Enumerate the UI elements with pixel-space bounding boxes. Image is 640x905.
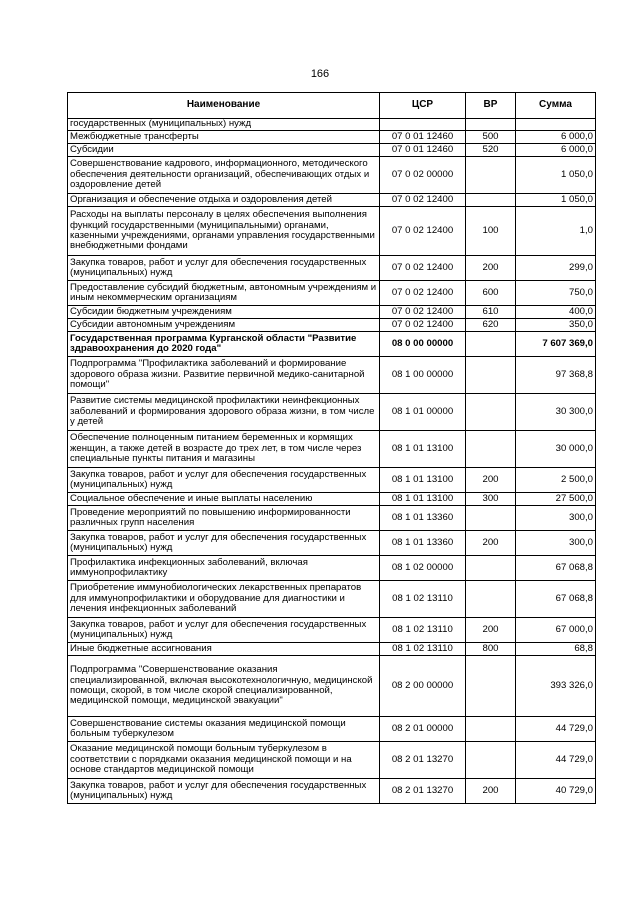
cell-sum: 44 729,0 — [516, 717, 596, 742]
table-row — [68, 556, 596, 581]
cell-sum: 44 729,0 — [516, 742, 596, 779]
cell-sum: 67 068,8 — [516, 581, 596, 618]
cell-vr: 200 — [466, 468, 516, 493]
cell-csr: 08 1 01 13360 — [380, 531, 466, 556]
cell-vr — [466, 157, 516, 194]
cell-csr: 08 0 00 00000 — [380, 332, 466, 357]
cell-vr — [466, 717, 516, 742]
cell-sum: 300,0 — [516, 506, 596, 531]
header-sum: Сумма — [516, 93, 596, 119]
table-row — [68, 717, 596, 742]
cell-vr — [466, 581, 516, 618]
table-row — [68, 332, 596, 357]
cell-vr: 500 — [466, 131, 516, 144]
header-name: Наименование — [68, 93, 380, 119]
table-row — [68, 531, 596, 556]
cell-name: Субсидии автономным учреждениям — [68, 319, 380, 332]
cell-name: Совершенствование системы оказания медицинской помощи больным туберкулезом — [68, 717, 380, 742]
cell-vr: 620 — [466, 319, 516, 332]
cell-sum: 30 000,0 — [516, 431, 596, 468]
cell-sum: 40 729,0 — [516, 779, 596, 804]
table-row — [68, 468, 596, 493]
cell-vr — [466, 194, 516, 207]
cell-name: Подпрограмма "Совершенствование оказания специализированной, включая высокотехнологичную, медицинской помощи, скорой, в том числе скорой специализированной, медицинской помощи, медицинской эвакуации" — [68, 656, 380, 717]
cell-sum: 30 300,0 — [516, 394, 596, 431]
cell-name: Предоставление субсидий бюджетным, автономным учреждениям и иным некоммерческим организациям — [68, 281, 380, 306]
table-header-row — [68, 93, 596, 119]
cell-name: Оказание медицинской помощи больным туберкулезом в соответствии с порядками оказания медицинской помощи и на основе стандартов медицинской помощи — [68, 742, 380, 779]
table-row — [68, 194, 596, 207]
table-row — [68, 656, 596, 717]
cell-csr: 08 1 01 13360 — [380, 506, 466, 531]
cell-csr: 07 0 02 12400 — [380, 281, 466, 306]
cell-csr: 08 1 01 00000 — [380, 394, 466, 431]
cell-name: Закупка товаров, работ и услуг для обеспечения государственных (муниципальных) нужд — [68, 256, 380, 281]
cell-sum: 2 500,0 — [516, 468, 596, 493]
cell-csr: 08 1 02 13110 — [380, 643, 466, 656]
cell-vr: 600 — [466, 281, 516, 306]
header-vr: ВР — [466, 93, 516, 119]
cell-vr — [466, 357, 516, 394]
cell-sum: 350,0 — [516, 319, 596, 332]
cell-name: Приобретение иммунобиологических лекарственных препаратов для иммунопрофилактики и оборудование для диагностики и лечения инфекционных заболеваний — [68, 581, 380, 618]
cell-csr: 08 1 02 13110 — [380, 581, 466, 618]
cell-csr: 07 0 02 12400 — [380, 306, 466, 319]
cell-name: Закупка товаров, работ и услуг для обеспечения государственных (муниципальных) нужд — [68, 779, 380, 804]
cell-name: Межбюджетные трансферты — [68, 131, 380, 144]
table-row — [68, 207, 596, 256]
cell-csr: 07 0 02 12400 — [380, 194, 466, 207]
cell-vr — [466, 656, 516, 717]
cell-sum: 299,0 — [516, 256, 596, 281]
table-body — [68, 119, 596, 804]
cell-csr: 08 2 01 13270 — [380, 742, 466, 779]
cell-vr: 100 — [466, 207, 516, 256]
cell-sum: 1 050,0 — [516, 194, 596, 207]
cell-vr — [466, 119, 516, 131]
cell-csr — [380, 119, 466, 131]
cell-sum: 6 000,0 — [516, 144, 596, 157]
cell-sum — [516, 119, 596, 131]
cell-name: Закупка товаров, работ и услуг для обеспечения государственных (муниципальных) нужд — [68, 468, 380, 493]
cell-csr: 07 0 02 12400 — [380, 256, 466, 281]
cell-vr: 200 — [466, 618, 516, 643]
page-number: 166 — [310, 68, 330, 80]
cell-csr: 08 1 02 00000 — [380, 556, 466, 581]
cell-name: Обеспечение полноценным питанием беременных и кормящих женщин, а также детей в возрасте до трех лет, в том числе через специальные пункты питания и магазины — [68, 431, 380, 468]
cell-vr: 200 — [466, 256, 516, 281]
cell-name: Социальное обеспечение и иные выплаты населению — [68, 493, 380, 506]
cell-csr: 07 0 02 12400 — [380, 319, 466, 332]
table-row — [68, 431, 596, 468]
cell-sum: 7 607 369,0 — [516, 332, 596, 357]
cell-sum: 1 050,0 — [516, 157, 596, 194]
table-row — [68, 643, 596, 656]
table-row — [68, 742, 596, 779]
cell-vr: 610 — [466, 306, 516, 319]
cell-vr — [466, 556, 516, 581]
table-row — [68, 256, 596, 281]
cell-sum: 67 000,0 — [516, 618, 596, 643]
cell-vr: 200 — [466, 779, 516, 804]
table-row — [68, 506, 596, 531]
cell-sum: 67 068,8 — [516, 556, 596, 581]
cell-csr: 08 2 01 13270 — [380, 779, 466, 804]
cell-name: Развитие системы медицинской профилактики неинфекционных заболеваний и формирования здорового образа жизни, в том числе у детей — [68, 394, 380, 431]
cell-name: Проведение мероприятий по повышению информированности различных групп населения — [68, 506, 380, 531]
cell-vr: 800 — [466, 643, 516, 656]
table-row — [68, 581, 596, 618]
cell-name: Закупка товаров, работ и услуг для обеспечения государственных (муниципальных) нужд — [68, 618, 380, 643]
cell-vr: 200 — [466, 531, 516, 556]
cell-sum: 6 000,0 — [516, 131, 596, 144]
cell-csr: 07 0 02 00000 — [380, 157, 466, 194]
cell-name: Иные бюджетные ассигнования — [68, 643, 380, 656]
cell-sum: 97 368,8 — [516, 357, 596, 394]
cell-name: Организация и обеспечение отдыха и оздоровления детей — [68, 194, 380, 207]
cell-name: Субсидии бюджетным учреждениям — [68, 306, 380, 319]
cell-vr: 520 — [466, 144, 516, 157]
table-row — [68, 144, 596, 157]
cell-name: государственных (муниципальных) нужд — [68, 119, 380, 131]
cell-csr: 08 1 01 13100 — [380, 431, 466, 468]
table-row — [68, 618, 596, 643]
cell-name: Расходы на выплаты персоналу в целях обеспечения выполнения функций государственными (муниципальными) органами, казенными учреждениями, органами управления государственными внебюджетными фондами — [68, 207, 380, 256]
cell-sum: 1,0 — [516, 207, 596, 256]
table-row — [68, 394, 596, 431]
cell-sum: 750,0 — [516, 281, 596, 306]
cell-csr: 08 1 01 13100 — [380, 493, 466, 506]
budget-table — [67, 92, 596, 804]
cell-sum: 300,0 — [516, 531, 596, 556]
cell-vr — [466, 506, 516, 531]
table-row — [68, 357, 596, 394]
cell-vr — [466, 431, 516, 468]
cell-name: Государственная программа Курганской области "Развитие здравоохранения до 2020 года" — [68, 332, 380, 357]
cell-csr: 07 0 01 12460 — [380, 144, 466, 157]
header-csr: ЦСР — [380, 93, 466, 119]
table-row — [68, 131, 596, 144]
cell-csr: 08 2 01 00000 — [380, 717, 466, 742]
table-row — [68, 281, 596, 306]
cell-name: Субсидии — [68, 144, 380, 157]
table-row — [68, 779, 596, 804]
table-row — [68, 157, 596, 194]
cell-csr: 07 0 02 12400 — [380, 207, 466, 256]
cell-vr — [466, 332, 516, 357]
cell-csr: 08 1 02 13110 — [380, 618, 466, 643]
table-row — [68, 306, 596, 319]
cell-vr — [466, 394, 516, 431]
table-row — [68, 319, 596, 332]
cell-sum: 68,8 — [516, 643, 596, 656]
cell-vr — [466, 742, 516, 779]
cell-sum: 27 500,0 — [516, 493, 596, 506]
cell-vr: 300 — [466, 493, 516, 506]
table-row — [68, 119, 596, 131]
table-row — [68, 493, 596, 506]
cell-sum: 400,0 — [516, 306, 596, 319]
cell-csr: 08 2 00 00000 — [380, 656, 466, 717]
cell-csr: 08 1 01 13100 — [380, 468, 466, 493]
cell-name: Подпрограмма "Профилактика заболеваний и формирование здорового образа жизни. Развитие первичной медико-санитарной помощи" — [68, 357, 380, 394]
cell-name: Профилактика инфекционных заболеваний, включая иммунопрофилактику — [68, 556, 380, 581]
cell-name: Закупка товаров, работ и услуг для обеспечения государственных (муниципальных) нужд — [68, 531, 380, 556]
cell-name: Совершенствование кадрового, информационного, методического обеспечения деятельности организаций, обеспечивающих отдых и оздоровление детей — [68, 157, 380, 194]
cell-csr: 07 0 01 12460 — [380, 131, 466, 144]
cell-sum: 393 326,0 — [516, 656, 596, 717]
cell-csr: 08 1 00 00000 — [380, 357, 466, 394]
